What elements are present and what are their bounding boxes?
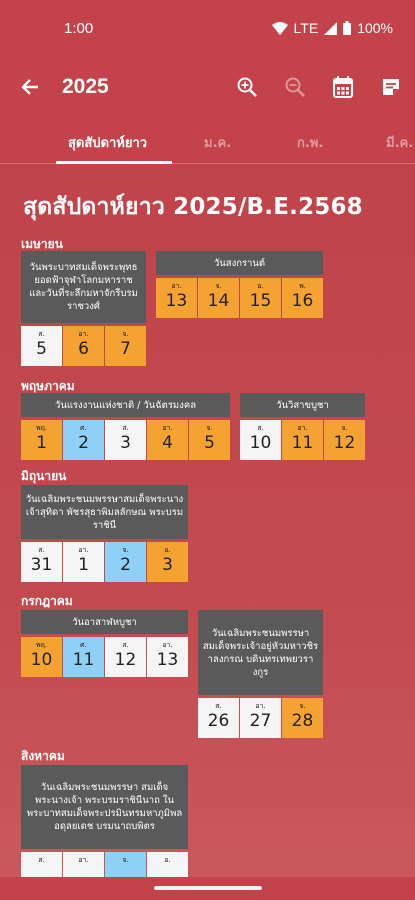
weekday-label: ส. bbox=[38, 330, 45, 338]
weekday-label: จ. bbox=[299, 702, 306, 710]
day-number: 12 bbox=[114, 650, 137, 670]
zoom-in-icon bbox=[236, 76, 258, 98]
system-nav-bar bbox=[0, 877, 415, 900]
month-june: มิถุนายน bbox=[21, 469, 67, 483]
holiday-block-aug-1[interactable] bbox=[21, 765, 188, 877]
weekday-label: พ. bbox=[299, 282, 306, 290]
battery-label: 100% bbox=[357, 20, 393, 36]
day-tile[interactable] bbox=[105, 852, 146, 877]
weekday-label: ส. bbox=[38, 546, 45, 554]
network-label: LTE bbox=[293, 20, 319, 36]
day-tile[interactable] bbox=[189, 420, 230, 460]
day-number: 11 bbox=[72, 650, 95, 670]
weekday-label: อา. bbox=[255, 702, 266, 710]
day-tile[interactable] bbox=[63, 420, 104, 460]
holiday-block-may-1[interactable] bbox=[21, 393, 230, 460]
day-tile[interactable] bbox=[240, 420, 281, 460]
day-tile[interactable] bbox=[282, 420, 323, 460]
holiday-block-jul-1[interactable] bbox=[21, 610, 188, 677]
holiday-block-jun-1[interactable] bbox=[21, 485, 188, 582]
day-number: 4 bbox=[162, 433, 173, 453]
zoom-in-button[interactable] bbox=[233, 73, 261, 101]
holiday-title: วันวิสาขบูชา bbox=[240, 393, 365, 417]
weekday-label: จ. bbox=[341, 424, 348, 432]
weekday-label: ศ. bbox=[80, 424, 87, 432]
weekday-label: ส. bbox=[122, 641, 129, 649]
day-tile[interactable] bbox=[21, 852, 62, 877]
day-number: 3 bbox=[162, 555, 173, 575]
day-number: 1 bbox=[78, 555, 89, 575]
calendar-button[interactable] bbox=[329, 73, 357, 101]
month-july: กรกฎาคม bbox=[21, 594, 73, 608]
day-number: 2 bbox=[78, 433, 89, 453]
day-number: 1 bbox=[36, 433, 47, 453]
weekday-label: อ. bbox=[257, 282, 264, 290]
weekday-label: จ. bbox=[122, 856, 129, 864]
status-bar bbox=[0, 0, 415, 56]
day-tile[interactable] bbox=[21, 420, 62, 460]
day-number: 3 bbox=[120, 433, 131, 453]
day-tile[interactable] bbox=[21, 326, 62, 366]
day-tile[interactable] bbox=[282, 698, 323, 738]
month-april: เมษายน bbox=[21, 237, 63, 251]
day-number: 7 bbox=[120, 339, 131, 359]
day-number: 26 bbox=[207, 711, 230, 731]
day-number: 15 bbox=[249, 291, 272, 311]
tab-indicator bbox=[56, 161, 172, 164]
holiday-block-jul-2[interactable] bbox=[198, 610, 323, 738]
weekday-label: พฤ. bbox=[35, 641, 48, 649]
day-tile[interactable] bbox=[63, 542, 104, 582]
weekday-label: จ. bbox=[122, 330, 129, 338]
day-number: 28 bbox=[291, 711, 314, 731]
day-tile[interactable] bbox=[147, 852, 188, 877]
day-number: 27 bbox=[249, 711, 272, 731]
holiday-block-apr-2[interactable] bbox=[156, 251, 323, 318]
day-tile[interactable] bbox=[147, 420, 188, 460]
weekday-label: ศ. bbox=[80, 641, 87, 649]
day-tile[interactable] bbox=[105, 542, 146, 582]
day-number: 5 bbox=[204, 433, 215, 453]
day-number: 10 bbox=[30, 650, 53, 670]
day-tile[interactable] bbox=[147, 637, 188, 677]
holiday-title: วันอาสาฬหบูชา bbox=[21, 610, 188, 634]
day-number: 10 bbox=[249, 433, 272, 453]
day-number: 16 bbox=[291, 291, 314, 311]
weekday-label: ส. bbox=[215, 702, 222, 710]
weekday-label: ส. bbox=[257, 424, 264, 432]
holiday-block-may-2[interactable] bbox=[240, 393, 365, 460]
status-icons bbox=[272, 20, 393, 36]
arrow-left-icon bbox=[20, 77, 40, 97]
day-tile[interactable] bbox=[105, 326, 146, 366]
battery-icon bbox=[343, 21, 351, 35]
weekday-label: อา. bbox=[297, 424, 308, 432]
month-august: สิงหาคม bbox=[21, 749, 65, 763]
holiday-title: วันสงกรานต์ bbox=[156, 251, 323, 275]
weekday-label: อา. bbox=[162, 424, 173, 432]
home-gesture-handle[interactable] bbox=[154, 886, 262, 890]
weekday-label: อา. bbox=[78, 546, 89, 554]
month-may: พฤษภาคม bbox=[21, 379, 75, 393]
day-tile[interactable] bbox=[63, 852, 104, 877]
holiday-block-apr-1[interactable] bbox=[21, 251, 146, 366]
day-tile[interactable] bbox=[147, 542, 188, 582]
wifi-icon bbox=[272, 22, 288, 35]
day-tile[interactable] bbox=[156, 278, 197, 318]
day-number: 13 bbox=[165, 291, 188, 311]
day-tile[interactable] bbox=[282, 278, 323, 318]
zoom-out-button[interactable] bbox=[281, 73, 309, 101]
day-tile[interactable] bbox=[63, 637, 104, 677]
day-tile[interactable] bbox=[240, 278, 281, 318]
back-button[interactable] bbox=[16, 73, 44, 101]
weekday-label: จ. bbox=[122, 546, 129, 554]
weekday-label: อา. bbox=[171, 282, 182, 290]
weekday-label: อ. bbox=[164, 856, 171, 864]
day-tile[interactable] bbox=[21, 637, 62, 677]
weekday-label: จ. bbox=[215, 282, 222, 290]
holiday-title: วันแรงงานแห่งชาติ / วันฉัตรมงคล bbox=[21, 393, 230, 417]
zoom-out-icon bbox=[284, 76, 306, 98]
holiday-title: วันเฉลิมพระชนมพรรษา สมเด็จพระเจ้าอยู่หัวมหาวชิราลงกรณ บดินทรเทพยวรางกูร bbox=[198, 610, 323, 695]
app-bar bbox=[0, 56, 415, 118]
day-tile[interactable] bbox=[198, 698, 239, 738]
weekday-label: อา. bbox=[162, 641, 173, 649]
day-number: 14 bbox=[207, 291, 230, 311]
long-weekend-list[interactable] bbox=[0, 165, 415, 877]
holiday-title: วันเฉลิมพระชนมพรรษาสมเด็จพระนางเจ้าสุทิดา พัชรสุธาพิมลลักษณ พระบรมราชินี bbox=[21, 485, 188, 539]
weekday-label: ส. bbox=[38, 856, 45, 864]
day-number: 11 bbox=[291, 433, 314, 453]
status-time: 1:00 bbox=[64, 19, 94, 37]
tab-jan[interactable]: ม.ค. bbox=[204, 136, 232, 151]
app-title: 2025 bbox=[62, 75, 109, 98]
weekday-label: อ. bbox=[164, 546, 171, 554]
holiday-title: วันพระบาทสมเด็จพระพุทธยอดฟ้าจุฬาโลกมหาราช และวันที่ระลึกมหาจักรีบรมราชวงศ์ bbox=[21, 251, 146, 323]
day-tile[interactable] bbox=[240, 698, 281, 738]
calendar-icon bbox=[333, 76, 353, 98]
tab-bar bbox=[0, 118, 415, 164]
day-number: 31 bbox=[30, 555, 53, 575]
note-icon bbox=[381, 77, 401, 97]
day-tile[interactable] bbox=[63, 326, 104, 366]
day-number: 13 bbox=[156, 650, 179, 670]
day-tile[interactable] bbox=[105, 637, 146, 677]
day-number: 12 bbox=[333, 433, 356, 453]
day-tile[interactable] bbox=[324, 420, 365, 460]
page-title: สุดสัปดาห์ยาว 2025/B.E.2568 bbox=[23, 194, 363, 220]
weekday-label: อา. bbox=[78, 856, 89, 864]
day-number: 5 bbox=[36, 339, 47, 359]
day-tile[interactable] bbox=[105, 420, 146, 460]
weekday-label: อา. bbox=[78, 330, 89, 338]
tab-long-weekend[interactable]: สุดสัปดาห์ยาว bbox=[68, 136, 148, 151]
weekday-label: ส. bbox=[122, 424, 129, 432]
note-button[interactable] bbox=[377, 73, 405, 101]
day-number: 2 bbox=[120, 555, 131, 575]
tab-mar[interactable]: มี.ค. bbox=[386, 136, 414, 151]
holiday-title: วันเฉลิมพระชนมพรรษา สมเด็จพระนางเจ้า พระบรมราชินีนาถ ในพระบาทสมเด็จพระปรมินทรมหาภูมิพลอดุลยเดช บรมนาถบพิตร bbox=[21, 765, 188, 849]
day-tile[interactable] bbox=[21, 542, 62, 582]
day-number: 6 bbox=[78, 339, 89, 359]
weekday-label: พฤ. bbox=[35, 424, 48, 432]
signal-icon bbox=[324, 22, 337, 35]
day-tile[interactable] bbox=[198, 278, 239, 318]
weekday-label: จ. bbox=[206, 424, 213, 432]
tab-feb[interactable]: ก.พ. bbox=[297, 136, 324, 151]
